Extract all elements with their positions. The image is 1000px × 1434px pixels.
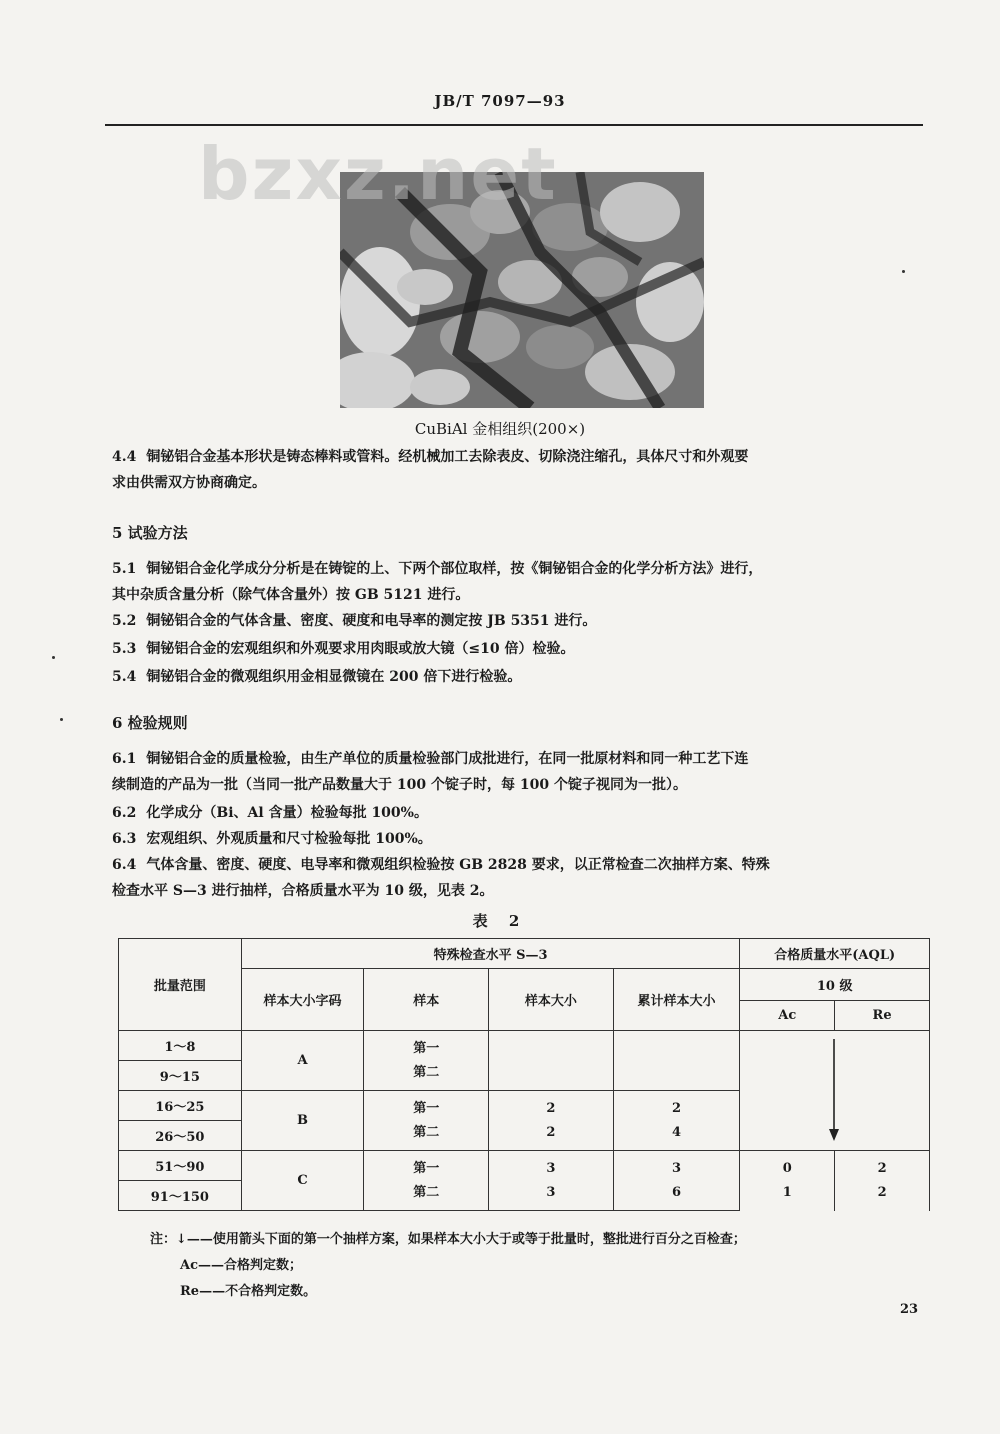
clause-number: 5.3 (112, 641, 137, 657)
table-note-1: 注：↓——使用箭头下面的第一个抽样方案，如果样本大小大于或等于批量时，整批进行百分之百检查； (150, 1232, 746, 1247)
batch-cell: 9～15 (119, 1061, 242, 1091)
ac-first: 0 (782, 1160, 792, 1176)
table-note-2: Ac——合格判定数； (180, 1258, 303, 1273)
sample-first: 第一 (413, 1100, 440, 1116)
header-rule (105, 124, 923, 126)
size-second: 2 (546, 1124, 556, 1140)
watermark-text: bzxz.net (198, 132, 558, 216)
section-5-heading: 5 试验方法 (112, 524, 188, 542)
header-sample: 样本 (364, 969, 489, 1031)
clause-text: 铜铋铝合金的气体含量、密度、硬度和电导率的测定按 JB 5351 进行。 (146, 613, 597, 629)
clause-4-4 (112, 444, 932, 496)
clause-5-2 (112, 608, 932, 634)
header-inspection-level: 特殊检查水平 S—3 (241, 939, 740, 969)
ac-cell (740, 1151, 835, 1211)
section-6-heading: 6 检验规则 (112, 714, 188, 732)
cum-second: 6 (672, 1184, 682, 1200)
sample-second: 第二 (413, 1124, 440, 1140)
clause-5-1 (112, 556, 932, 608)
size-first: 2 (546, 1100, 556, 1116)
sample-second: 第二 (413, 1064, 440, 1080)
cum-cell (613, 1031, 740, 1091)
clause-number: 6.3 (112, 831, 137, 847)
clause-text: 铜铋铝合金的宏观组织和外观要求用肉眼或放大镜（≤10 倍）检验。 (146, 641, 575, 657)
table-note-3: Re——不合格判定数。 (180, 1284, 317, 1299)
down-arrow-icon (824, 1037, 844, 1147)
page-number: 23 (900, 1302, 919, 1317)
cum-first: 2 (672, 1100, 682, 1116)
size-cell (489, 1031, 614, 1091)
batch-cell: 16～25 (119, 1091, 242, 1121)
code-cell: C (241, 1151, 364, 1211)
header-batch-range: 批量范围 (119, 939, 242, 1031)
clause-number: 4.4 (112, 449, 137, 465)
table-title: 表 2 (472, 912, 528, 930)
clause-6-3 (112, 826, 932, 852)
clause-5-4 (112, 664, 932, 690)
scan-speck (60, 718, 63, 721)
cum-second: 4 (672, 1124, 682, 1140)
cum-cell (613, 1151, 740, 1211)
document-header-code: JB/T 7097—93 (434, 92, 566, 110)
clause-6-4 (112, 852, 932, 904)
clause-number: 5.2 (112, 613, 137, 629)
clause-text-continued: 检查水平 S—3 进行抽样，合格质量水平为 10 级，见表 2。 (112, 883, 494, 899)
aql-arrow-cell (740, 1031, 930, 1151)
header-ac: Ac (740, 1001, 835, 1031)
sample-first: 第一 (413, 1040, 440, 1056)
clause-5-3 (112, 636, 932, 662)
sampling-table (118, 938, 930, 1211)
sample-second: 第二 (413, 1184, 440, 1200)
header-grade: 10 级 (740, 969, 930, 1001)
clause-number: 6.2 (112, 805, 137, 821)
re-first: 2 (877, 1160, 887, 1176)
table-row (119, 1031, 930, 1061)
re-cell (835, 1151, 930, 1211)
clause-text: 铜铋铝合金的质量检验，由生产单位的质量检验部门成批进行，在同一批原材料和同一种工艺下连 (146, 751, 749, 767)
scan-speck (52, 656, 55, 659)
size-second: 3 (546, 1184, 556, 1200)
header-code-letter: 样本大小字码 (241, 969, 364, 1031)
header-re: Re (835, 1001, 930, 1031)
figure-caption: CuBiAl 金相组织(200×) (414, 420, 586, 438)
re-second: 2 (877, 1184, 887, 1200)
clause-text: 气体含量、密度、硬度、电导率和微观组织检验按 GB 2828 要求，以正常检查二次抽样方案、特殊 (146, 857, 770, 873)
ac-second: 1 (782, 1184, 792, 1200)
sample-cell (364, 1031, 489, 1091)
cum-cell (613, 1091, 740, 1151)
header-cumulative-size: 累计样本大小 (613, 969, 740, 1031)
sample-cell (364, 1091, 489, 1151)
batch-cell: 51～90 (119, 1151, 242, 1181)
sample-cell (364, 1151, 489, 1211)
clause-number: 5.4 (112, 669, 137, 685)
clause-6-2 (112, 800, 932, 826)
sample-first: 第一 (413, 1160, 440, 1176)
size-cell (489, 1091, 614, 1151)
clause-number: 5.1 (112, 561, 137, 577)
batch-cell: 1～8 (119, 1031, 242, 1061)
clause-number: 6.4 (112, 857, 137, 873)
batch-cell: 26～50 (119, 1121, 242, 1151)
clause-text: 铜铋铝合金化学成分分析是在铸锭的上、下两个部位取样，按《铜铋铝合金的化学分析方法》进行， (146, 561, 763, 577)
code-cell: A (241, 1031, 364, 1091)
clause-text: 化学成分（Bi、Al 含量）检验每批 100%。 (146, 805, 428, 821)
table-row (119, 1151, 930, 1181)
clause-text-continued: 求由供需双方协商确定。 (112, 475, 266, 491)
clause-text-continued: 续制造的产品为一批（当同一批产品数量大于 100 个锭子时，每 100 个锭子视同为一批）。 (112, 777, 687, 793)
clause-text: 铜铋铝合金的微观组织用金相显微镜在 200 倍下进行检验。 (146, 669, 522, 685)
clause-number: 6.1 (112, 751, 137, 767)
header-sample-size: 样本大小 (489, 969, 614, 1031)
clause-text: 铜铋铝合金基本形状是铸态棒料或管料。经机械加工去除表皮、切除浇注缩孔，具体尺寸和外观要 (146, 449, 749, 465)
header-aql: 合格质量水平(AQL) (740, 939, 930, 969)
clause-text-continued: 其中杂质含量分析（除气体含量外）按 GB 5121 进行。 (112, 587, 470, 603)
cum-first: 3 (672, 1160, 682, 1176)
batch-cell: 91～150 (119, 1181, 242, 1211)
code-cell: B (241, 1091, 364, 1151)
clause-6-1 (112, 746, 932, 798)
clause-text: 宏观组织、外观质量和尺寸检验每批 100%。 (146, 831, 432, 847)
size-cell (489, 1151, 614, 1211)
size-first: 3 (546, 1160, 556, 1176)
scan-speck (902, 270, 905, 273)
